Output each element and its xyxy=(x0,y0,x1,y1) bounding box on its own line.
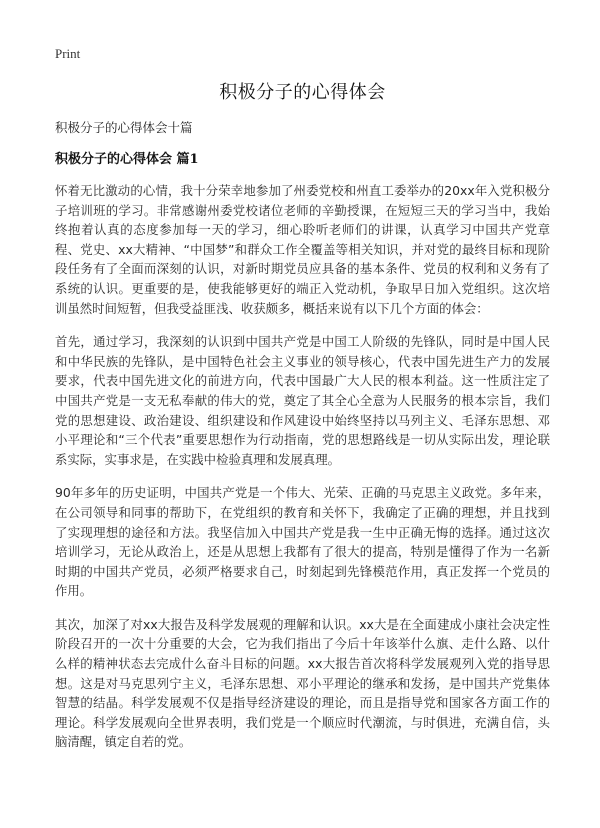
print-link[interactable]: Print xyxy=(55,46,81,61)
document-subtitle: 积极分子的心得体会十篇 xyxy=(55,120,193,135)
paragraph: 怀着无比激动的心情，我十分荣幸地参加了州委党校和州直工委举办的20xx年入党积极分子培训班的学习。非常感谢州委党校诸位老师的辛勤授课，在短短三天的学习当中，我始终抱着认真的态度参加每一天的学习，细心聆听老师们的讲课，认真学习中国共产党章程、党史、xx大精神、“中国梦”和群众工作全覆盖等相关知识，并对党的最终目标和现阶段任务有了全面而深刻的认识，对新时期党员应具备的基本条件、党员的权利和义务有了系统的认识。更重要的是，使我能够更好的端正入党动机，争取早日加入党组织。这次培训虽然时间短暂，但我受益匪浅、收获颇多，概括来说有以下几个方面的体会： xyxy=(55,183,550,316)
document-page xyxy=(55,78,550,766)
page-title: 积极分子的心得体会 xyxy=(219,82,386,103)
paragraph: 首先，通过学习，我深刻的认识到中国共产党是中国工人阶级的先锋队，同时是中国人民和中华民族的先锋队，是中国特色社会主义事业的领导核心，代表中国先进生产力的发展要求，代表中国先进文化的前进方向，代表中国最广大人民的根本利益。这一性质注定了中国共产党是一支无私奉献的伟大的党，奠定了其全心全意为人民服务的根本宗旨，我们党的思想建设、政治建设、组织建设和作风建设中始终坚持以马列主义、毛泽东思想、邓小平理论和“三个代表”重要思想作为行动指南，党的思想路线是一切从实际出发，理论联系实际，实事求是，在实践中检验真理和发展真理。 xyxy=(55,334,550,467)
section-heading: 积极分子的心得体会 篇1 xyxy=(55,152,199,167)
paragraph: 90年多年的历史证明，中国共产党是一个伟大、光荣、正确的马克思主义政党。多年来，在公司领导和同事的帮助下，在党组织的教育和关怀下，我确定了正确的理想，并且找到了实现理想的途径和方法。我坚信加入中国共产党是我一生中正确无悔的选择。通过这次培训学习，无论从政治上，还是从思想上我都有了很大的提高，特别是懂得了作为一名新时期的中国共产党员，必须严格要求自己，时刻起到先锋模范作用，真正发挥一个党员的作用。 xyxy=(55,485,550,599)
paragraph: 其次，加深了对xx大报告及科学发展观的理解和认识。xx大是在全面建成小康社会决定性阶段召开的一次十分重要的大会，它为我们指出了今后十年该举什么旗、走什么路、以什么样的精神状态去完成什么奋斗目标的问题。xx大报告首次将科学发展观列入党的指导思想。这是对马克思列宁主义，毛泽东思想、邓小平理论的继承和发扬，是中国共产党集体智慧的结晶。科学发展观不仅是指导经济建设的理论，而且是指导党和国家各方面工作的理论。科学发展观向全世界表明，我们党是一个顺应时代潮流，与时俱进，充满自信，头脑清醒，镇定自若的党。 xyxy=(55,616,550,750)
